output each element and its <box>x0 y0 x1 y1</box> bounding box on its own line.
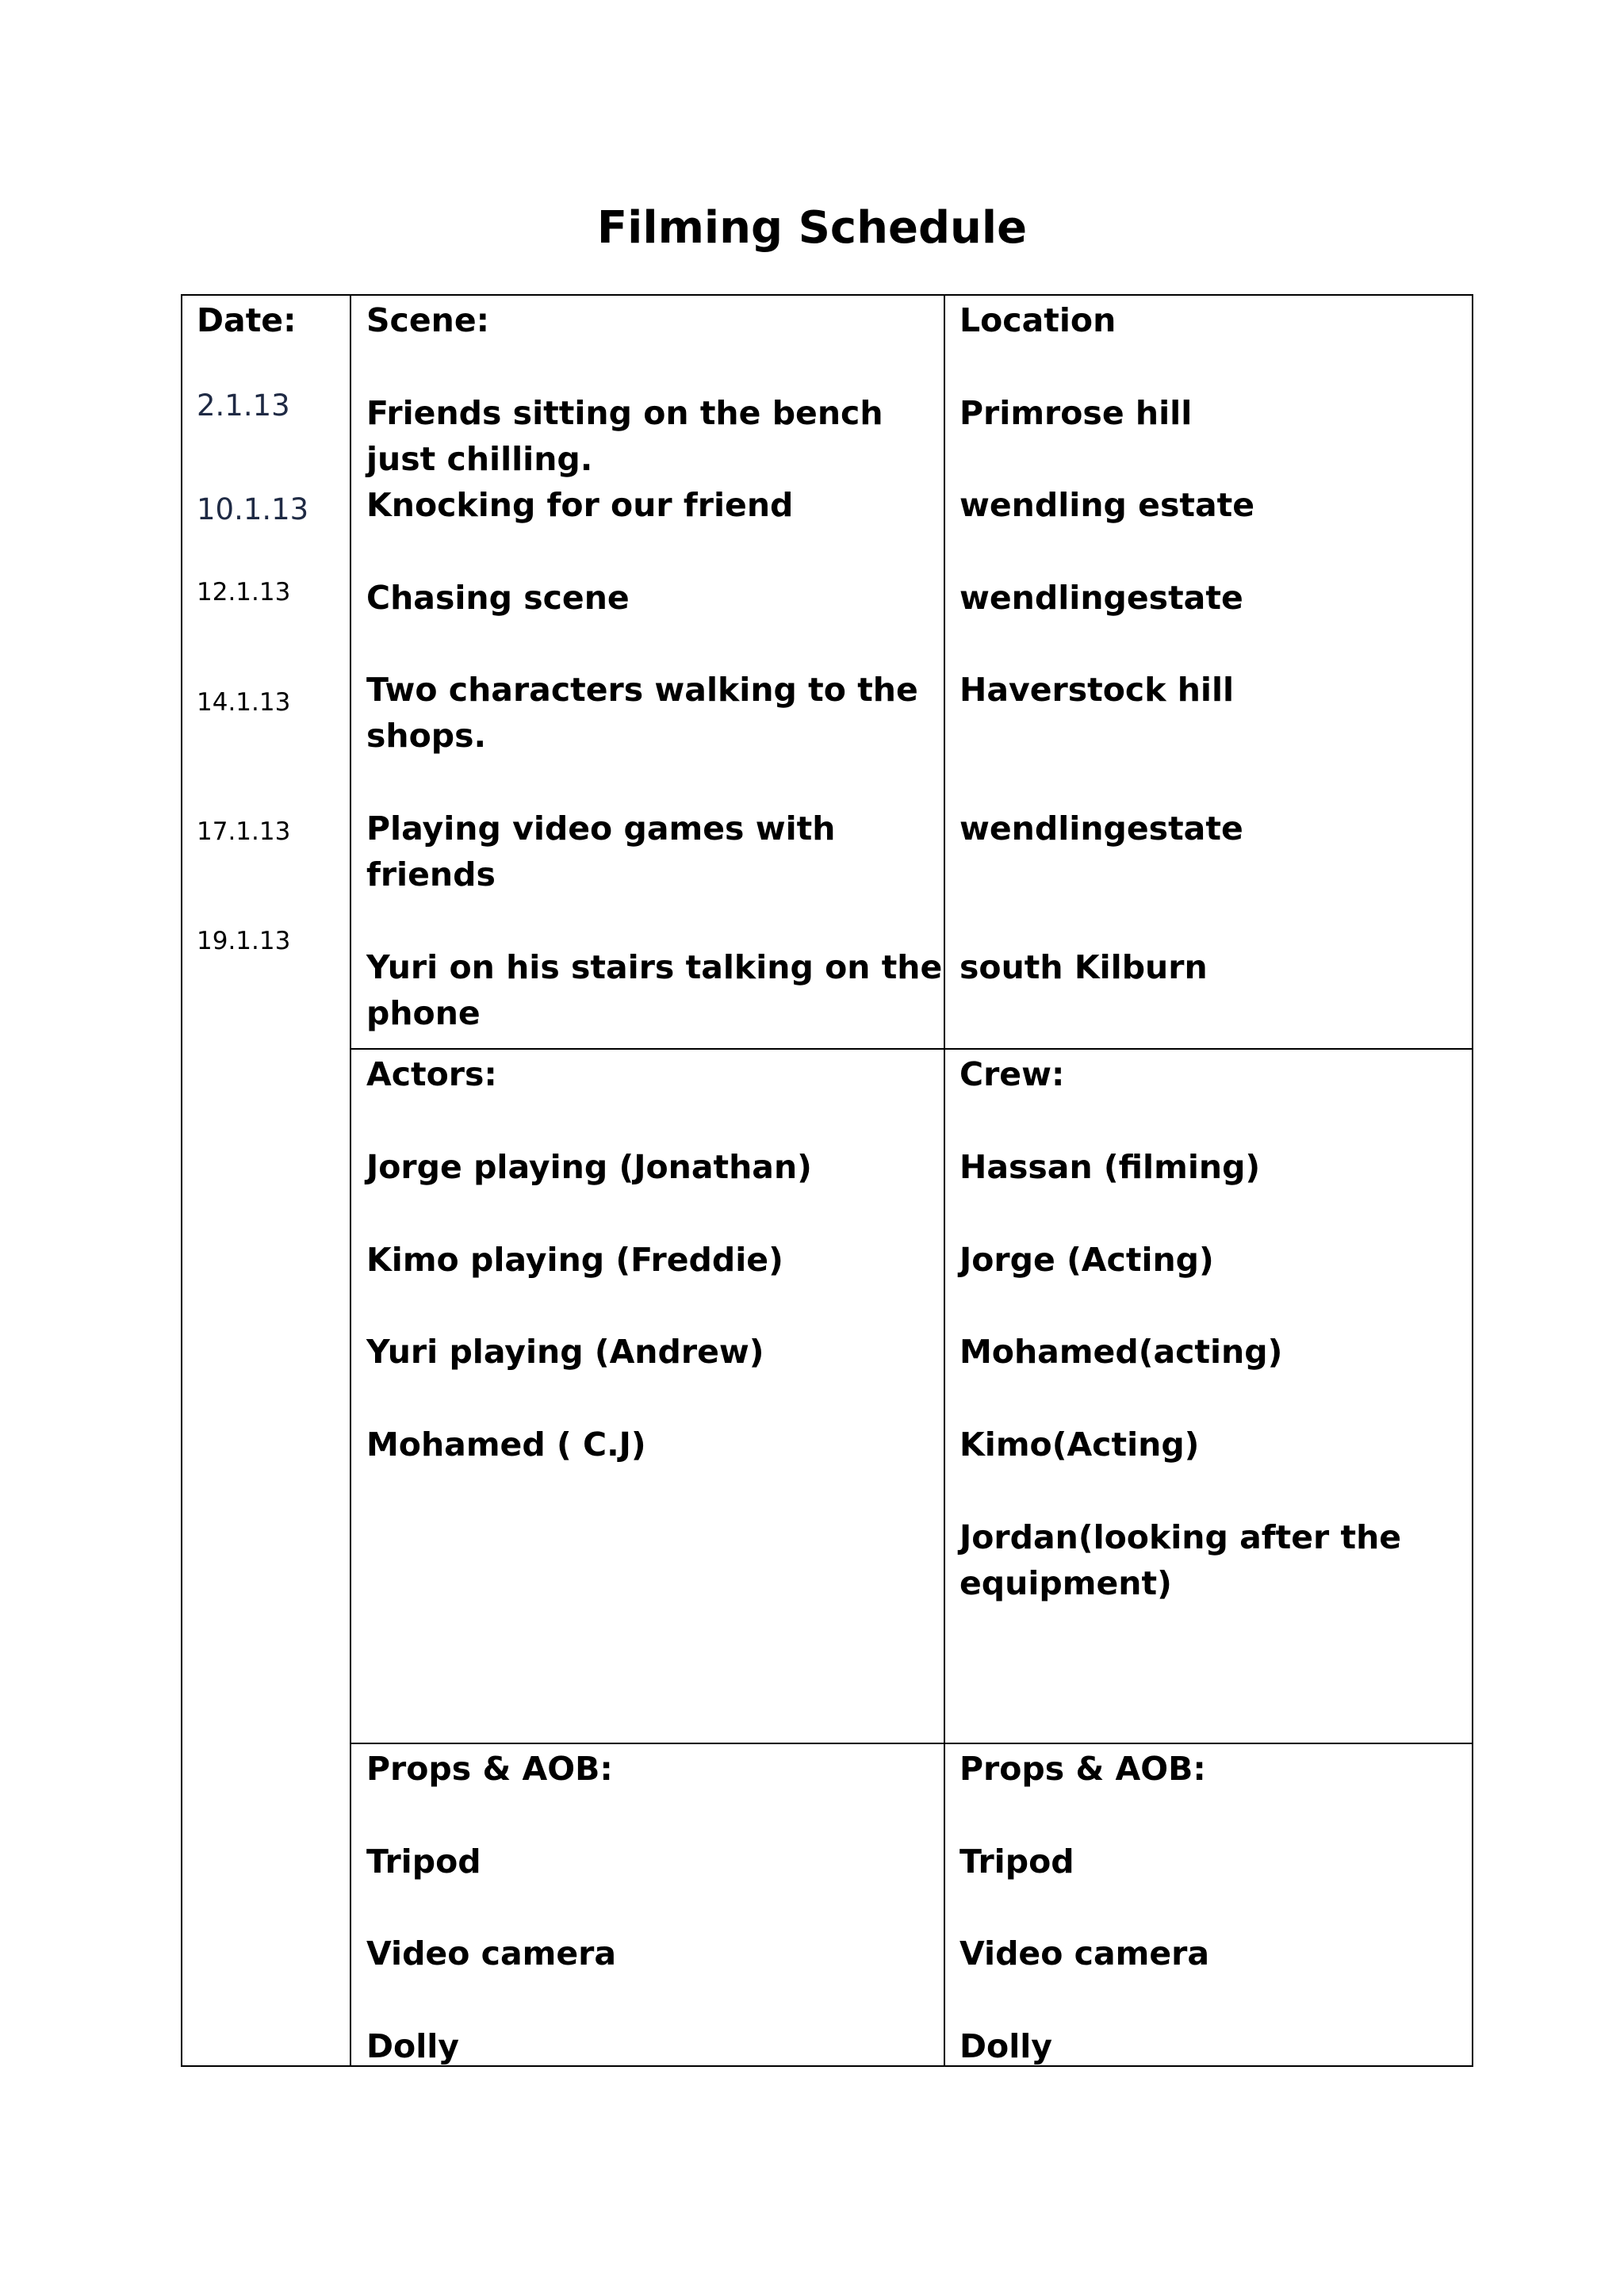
date-entry: 19.1.13 <box>197 927 291 955</box>
scene-line: phone <box>366 994 481 1032</box>
scene-line: friends <box>366 855 496 894</box>
location-entry: wendling estate <box>959 486 1255 524</box>
prop-entry: Dolly <box>959 2027 1053 2065</box>
column-divider-date <box>350 294 351 2067</box>
actor-entry: Yuri playing (Andrew) <box>366 1333 764 1371</box>
scene-line: Yuri on his stairs talking on the <box>366 948 943 986</box>
prop-entry: Video camera <box>959 1934 1210 1973</box>
location-entry: Haverstock hill <box>959 671 1235 709</box>
date-entry: 17.1.13 <box>197 817 291 846</box>
crew-entry: Hassan (filming) <box>959 1148 1261 1186</box>
location-entry: south Kilburn <box>959 948 1208 986</box>
location-entry: Primrose hill <box>959 394 1193 432</box>
crew-header: Crew: <box>959 1055 1065 1093</box>
crew-entry: Jordan(looking after the <box>959 1518 1402 1556</box>
row-divider-actors <box>350 1048 1473 1050</box>
prop-entry: Dolly <box>366 2027 460 2065</box>
date-entry: 2.1.13 <box>197 388 290 423</box>
location-entry: wendlingestate <box>959 579 1243 617</box>
actors-header: Actors: <box>366 1055 497 1093</box>
date-entry: 12.1.13 <box>197 578 291 607</box>
crew-entry: Mohamed(acting) <box>959 1333 1283 1371</box>
date-entry: 10.1.13 <box>197 492 309 526</box>
date-entry: 14.1.13 <box>197 688 291 717</box>
props-header-right: Props & AOB: <box>959 1750 1206 1788</box>
row-divider-props <box>350 1743 1473 1744</box>
actor-entry: Kimo playing (Freddie) <box>366 1241 783 1279</box>
crew-entry: Jorge (Acting) <box>959 1241 1214 1279</box>
column-divider-scene <box>944 294 945 2067</box>
scene-line: just chilling. <box>366 440 593 478</box>
prop-entry: Tripod <box>366 1843 481 1881</box>
scene-line: Friends sitting on the bench <box>366 394 883 432</box>
scene-line: Chasing scene <box>366 579 630 617</box>
location-entry: wendlingestate <box>959 809 1243 848</box>
scene-line: Knocking for our friend <box>366 486 794 524</box>
scene-line: Two characters walking to the <box>366 671 918 709</box>
date-header: Date: <box>197 301 297 339</box>
page-title: Filming Schedule <box>596 202 1028 254</box>
scene-line: Playing video games with <box>366 809 836 848</box>
crew-entry: Kimo(Acting) <box>959 1425 1200 1464</box>
actor-entry: Jorge playing (Jonathan) <box>366 1148 812 1186</box>
prop-entry: Tripod <box>959 1843 1074 1881</box>
crew-entry: equipment) <box>959 1564 1172 1602</box>
props-header-left: Props & AOB: <box>366 1750 613 1788</box>
scene-line: shops. <box>366 717 487 755</box>
location-header: Location <box>959 301 1116 339</box>
scene-header: Scene: <box>366 301 490 339</box>
prop-entry: Video camera <box>366 1934 617 1973</box>
actor-entry: Mohamed ( C.J) <box>366 1425 646 1464</box>
